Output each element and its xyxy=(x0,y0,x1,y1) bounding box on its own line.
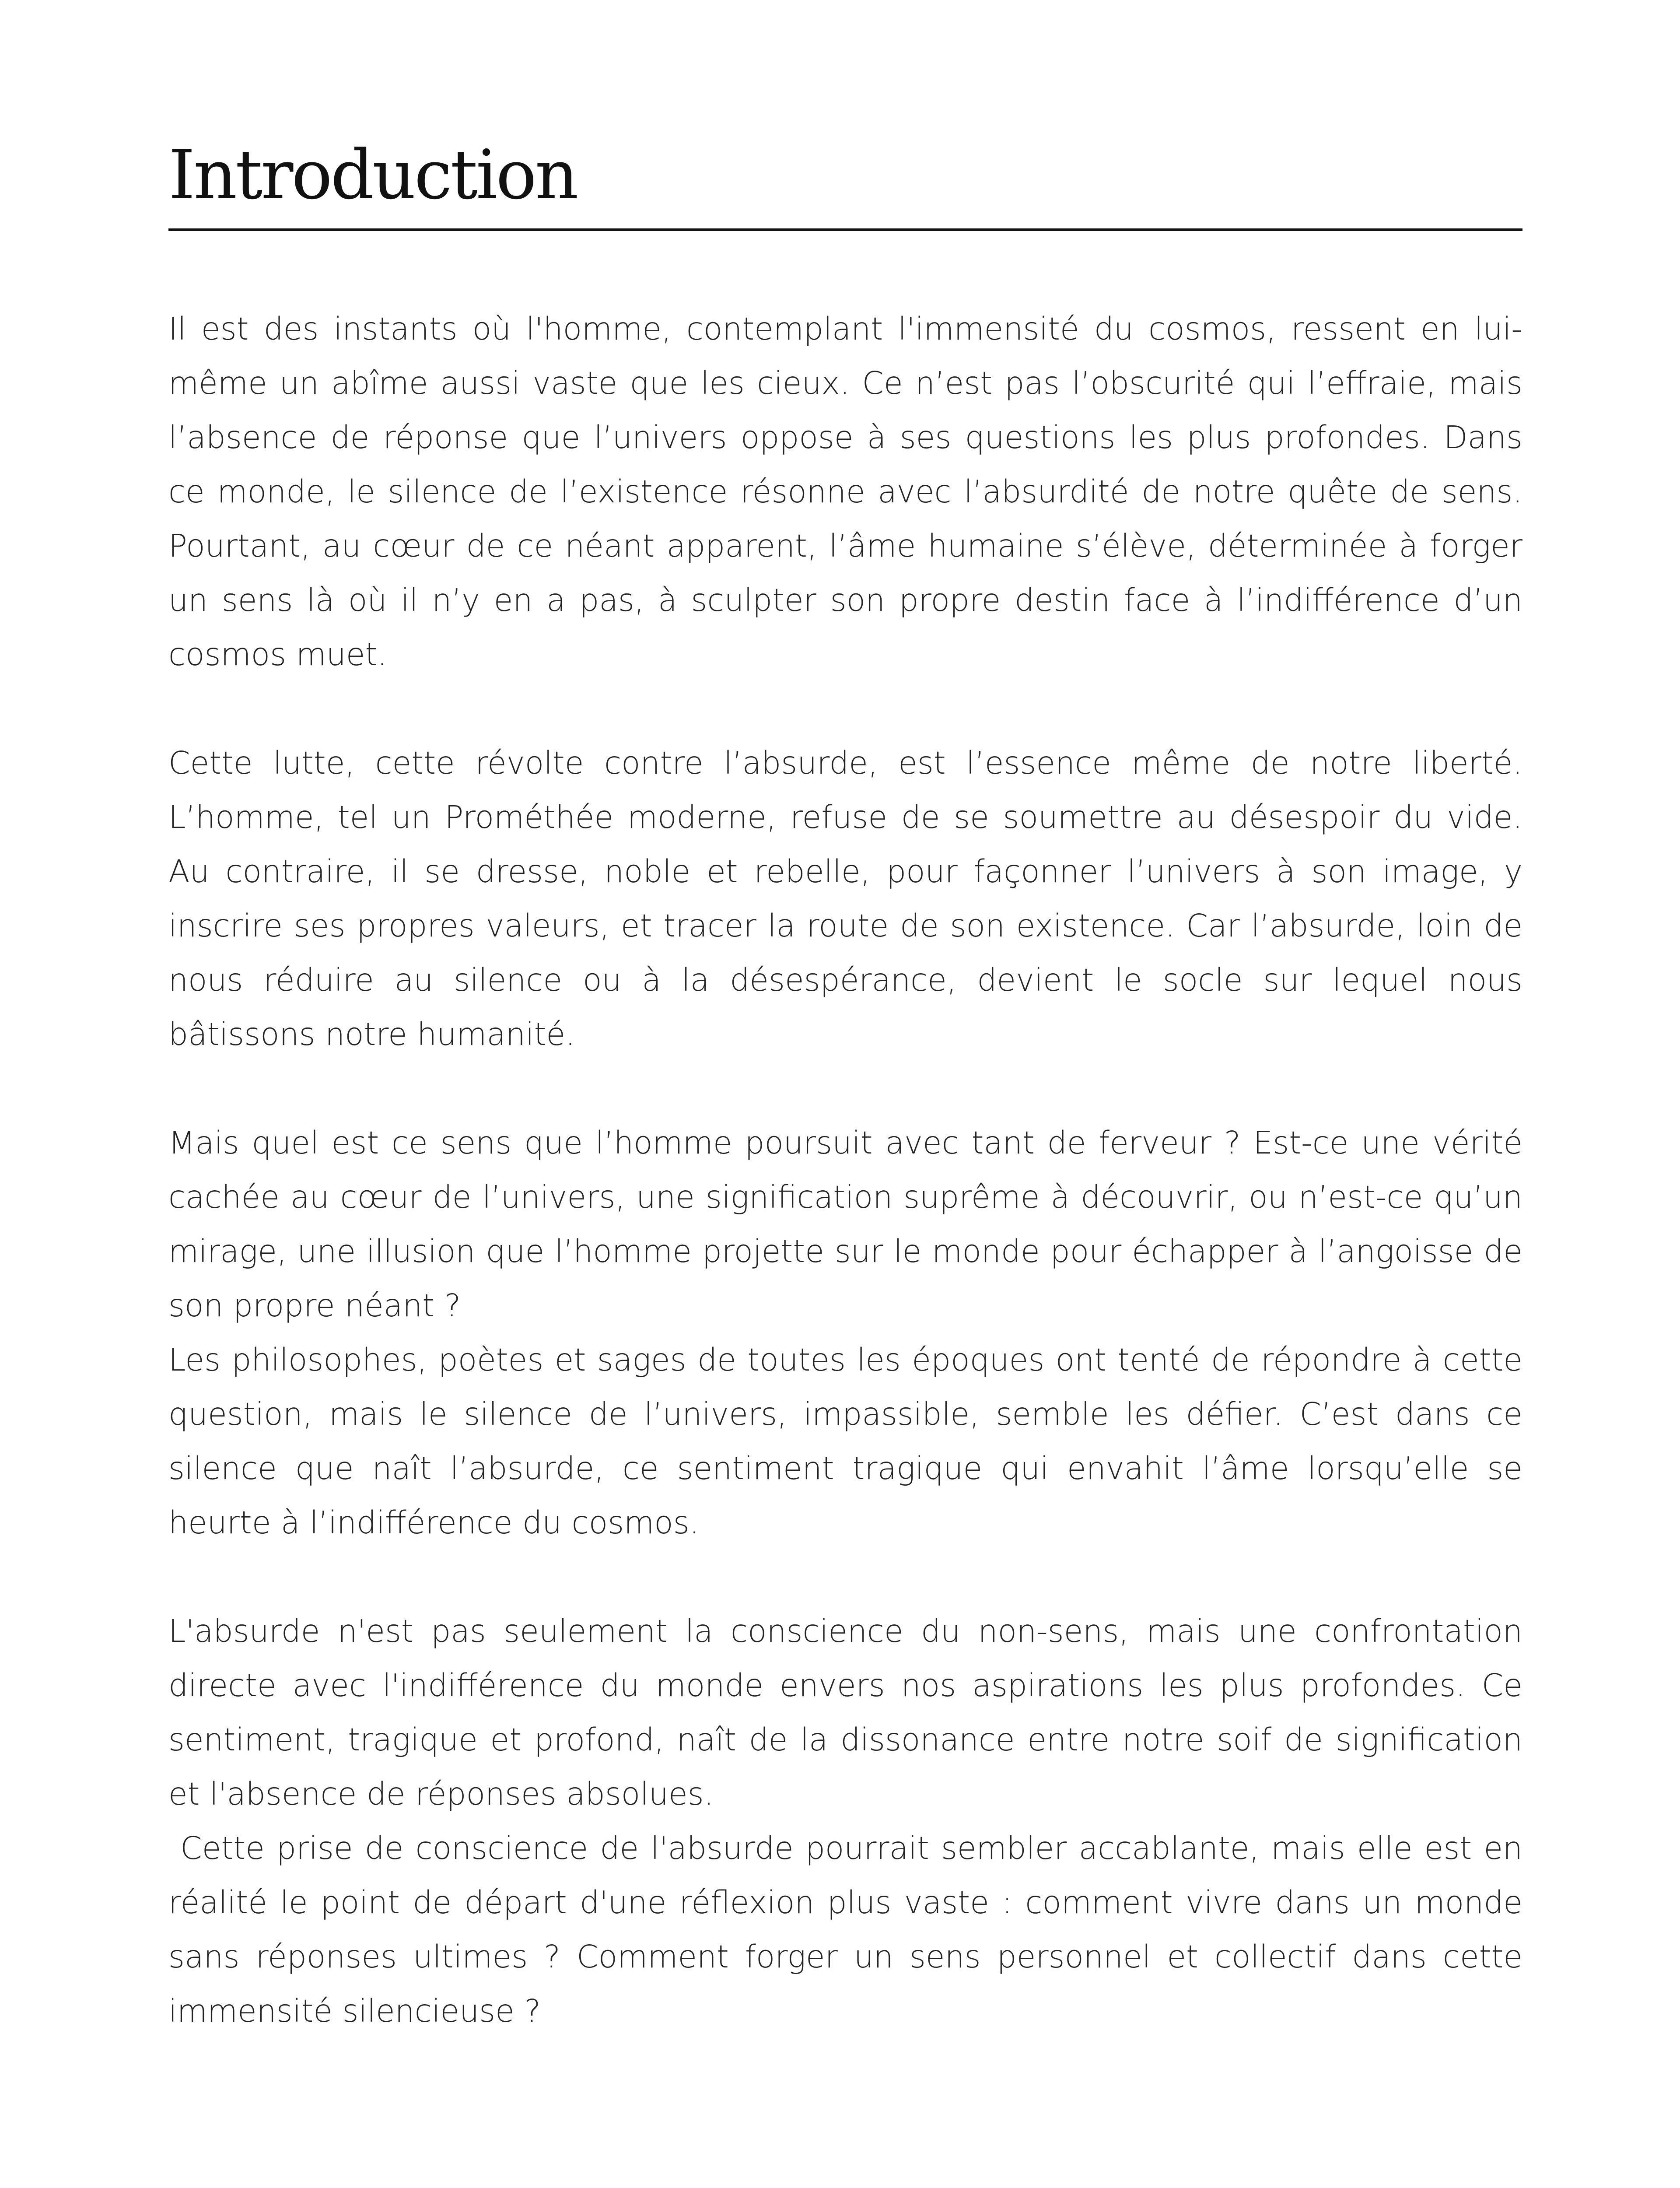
title-divider xyxy=(168,228,1522,231)
paragraph-4: Les philosophes, poètes et sages de toutes les époques ont tenté de répondre à cette question, mais le silence de l’univers, impassible, semble les défier. C’est dans ce silence que naît l’absurde, ce sentiment tragique qui envahit l’âme lorsqu’elle se heurte à l’indifférence du cosmos. xyxy=(168,1342,1522,1541)
paragraph-1: Il est des instants où l'homme, contemplant l'immensité du cosmos, ressent en lui-même un abîme aussi vaste que les cieux. Ce n’est pas l’obscurité qui l’effraie, mais l’absence de réponse que l’univers oppose à ses questions les plus profondes. Dans ce monde, le silence de l’existence résonne avec l’absurdité de notre quête de sens. Pourtant, au cœur de ce néant apparent, l’âme humaine s’élève, déterminée à forger un sens là où il n’y en a pas, à sculpter son propre destin face à l’indifférence d’un cosmos muet. xyxy=(168,311,1522,673)
body-text xyxy=(168,302,1533,2093)
paragraph-5: L'absurde n'est pas seulement la conscience du non-sens, mais une confrontation directe avec l'indifférence du monde envers nos aspirations les plus profondes. Ce sentiment, tragique et profond, naît de la dissonance entre notre soif de signification et l'absence de réponses absolues. xyxy=(168,1613,1522,1812)
page-title: Introduction xyxy=(168,135,577,214)
paragraph-6: Cette prise de conscience de l'absurde pourrait sembler accablante, mais elle est en réalité le point de départ d'une réflexion plus vaste : comment vivre dans un monde sans réponses ultimes ? Comment forger un sens personnel et collectif dans cette immensité silencieuse ? xyxy=(168,1830,1533,2029)
paragraph-3: Mais quel est ce sens que l’homme poursuit avec tant de ferveur ? Est-ce une vérité cachée au cœur de l’univers, une signification suprême à découvrir, ou n’est-ce qu’un mirage, une illusion que l’homme projette sur le monde pour échapper à l’angoisse de son propre néant ? xyxy=(168,1125,1522,1324)
paragraph-2: Cette lutte, cette révolte contre l’absurde, est l’essence même de notre liberté. L’homme, tel un Prométhée moderne, refuse de se soumettre au désespoir du vide. Au contraire, il se dresse, noble et rebelle, pour façonner l’univers à son image, y inscrire ses propres valeurs, et tracer la route de son existence. Car l’absurde, loin de nous réduire au silence ou à la désespérance, devient le socle sur lequel nous bâtissons notre humanité. xyxy=(168,745,1522,1052)
